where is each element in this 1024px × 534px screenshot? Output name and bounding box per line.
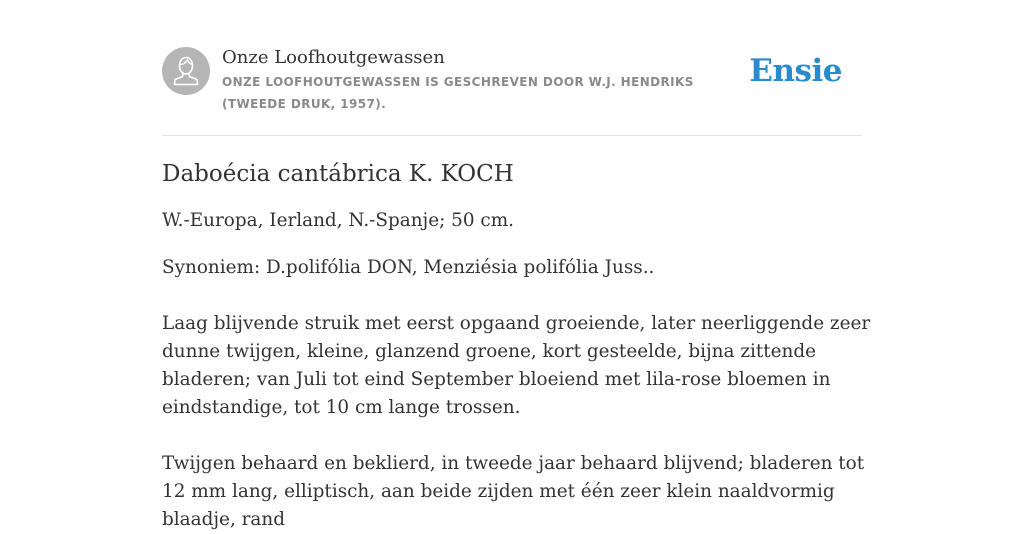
entry-title: Daboécia cantábrica K. KOCH <box>162 161 514 187</box>
entry-synonyms: Synoniem: D.polifólia DON, Menziésia polifólia Juss.. <box>162 257 655 278</box>
source-title[interactable]: Onze Loofhoutgewassen <box>222 47 445 68</box>
user-silhouette-icon <box>162 47 210 95</box>
source-header <box>162 46 862 136</box>
entry-description: Twijgen behaard en beklierd, in tweede jaar behaard blijvend; bladeren tot 12 mm lang, elliptisch, aan beide zijden met één zeer klein naaldvormig blaadje, rand <box>162 453 865 530</box>
ensie-logo[interactable]: Ensie <box>749 53 842 89</box>
entry-region: W.-Europa, Ierland, N.-Spanje; 50 cm. <box>162 210 515 231</box>
entry-content <box>162 155 872 534</box>
entry-description: Laag blijvende struik met eerst opgaand groeiende, later neerliggende zeer dunne twijgen, kleine, glanzend groene, kort gesteelde, bijna zittende bladeren; van Juli tot eind September bloeiend met lila-rose bloemen in eindstandige, tot 10 cm lange trossen. <box>162 313 871 418</box>
avatar[interactable] <box>162 47 210 95</box>
source-subtitle: ONZE LOOFHOUTGEWASSEN IS GESCHREVEN DOOR W.J. HENDRIKS (TWEEDE DRUK, 1957). <box>222 75 694 111</box>
